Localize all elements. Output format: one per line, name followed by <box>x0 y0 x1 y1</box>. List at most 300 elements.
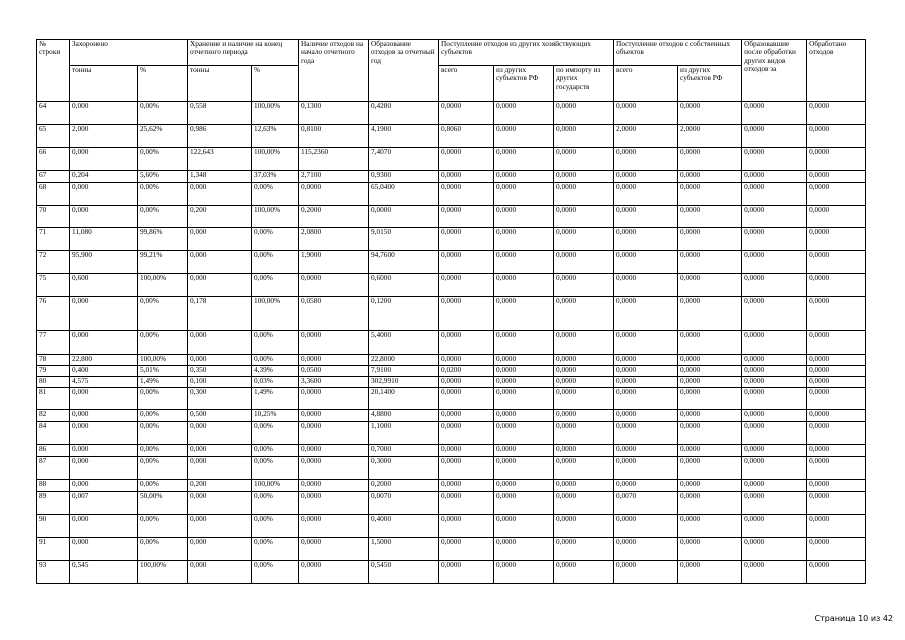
table-cell: 0,0000 <box>494 297 554 331</box>
table-cell: 94,7600 <box>369 251 439 274</box>
subheader-received-import: по импорту из других государств <box>554 66 614 102</box>
table-cell: 0,0000 <box>299 330 369 354</box>
row-number-cell: 84 <box>37 422 70 445</box>
table-cell: 0,0000 <box>742 228 807 251</box>
table-cell: 0,000 <box>70 330 138 354</box>
table-cell: 0,0000 <box>299 274 369 297</box>
table-cell: 0,0000 <box>554 410 614 422</box>
table-cell: 0,0000 <box>678 387 742 410</box>
table-cell: 0,0000 <box>439 387 494 410</box>
table-cell: 0,0000 <box>494 515 554 538</box>
table-cell: 0,0000 <box>439 297 494 331</box>
table-cell: 0,0000 <box>554 445 614 457</box>
table-cell: 0,0000 <box>742 537 807 560</box>
table-cell: 0,0000 <box>678 537 742 560</box>
table-cell: 0,0000 <box>678 492 742 515</box>
table-cell: 0,000 <box>70 182 138 205</box>
header-received-own: Поступление отходов с собственных объектов <box>614 40 742 66</box>
table-cell: 0,03% <box>252 376 299 387</box>
table-cell: 0,400 <box>70 365 138 376</box>
table-cell: 0,00% <box>252 537 299 560</box>
table-cell: 0,178 <box>188 297 252 331</box>
table-cell: 0,0000 <box>494 124 554 147</box>
table-cell: 0,0000 <box>299 410 369 422</box>
table-cell: 0,300 <box>188 387 252 410</box>
table-cell: 0,0000 <box>439 102 494 125</box>
table-cell: 0,000 <box>70 422 138 445</box>
table-row <box>37 274 866 297</box>
table-cell: 0,0000 <box>678 354 742 365</box>
header-buried: Захоронено <box>70 40 188 66</box>
table-cell: 0,4280 <box>369 102 439 125</box>
table-cell: 0,0000 <box>494 182 554 205</box>
table-cell: 0,0000 <box>614 228 678 251</box>
table-cell: 0,0000 <box>807 228 866 251</box>
table-cell: 0,0000 <box>494 492 554 515</box>
table-cell: 0,500 <box>188 410 252 422</box>
table-cell: 100,00% <box>252 205 299 228</box>
table-cell: 0,0000 <box>614 274 678 297</box>
table-cell: 0,0000 <box>554 124 614 147</box>
table-cell: 0,0000 <box>494 170 554 182</box>
table-row <box>37 410 866 422</box>
table-cell: 0,0000 <box>494 445 554 457</box>
table-cell: 0,0000 <box>494 274 554 297</box>
table-cell: 0,0000 <box>678 102 742 125</box>
table-cell: 0,00% <box>138 410 188 422</box>
table-cell: 99,86% <box>138 228 188 251</box>
table-cell: 0,0000 <box>439 170 494 182</box>
table-cell: 0,000 <box>70 537 138 560</box>
table-cell: 4,8800 <box>369 410 439 422</box>
table-row <box>37 537 866 560</box>
table-cell: 0,0000 <box>554 480 614 492</box>
table-cell: 0,007 <box>70 492 138 515</box>
table-cell: 0,0000 <box>299 515 369 538</box>
table-cell: 0,0000 <box>554 297 614 331</box>
table-cell: 0,00% <box>138 422 188 445</box>
table-cell: 0,0000 <box>554 457 614 480</box>
table-cell: 4,1900 <box>369 124 439 147</box>
table-cell: 0,000 <box>70 515 138 538</box>
row-number-cell: 81 <box>37 387 70 410</box>
table-cell: 0,0000 <box>614 560 678 583</box>
table-cell: 50,00% <box>138 492 188 515</box>
row-number-cell: 65 <box>37 124 70 147</box>
table-cell: 0,0000 <box>807 480 866 492</box>
row-number-cell: 71 <box>37 228 70 251</box>
table-cell: 1,9000 <box>299 251 369 274</box>
table-cell: 0,0000 <box>678 365 742 376</box>
row-number-cell: 79 <box>37 365 70 376</box>
table-cell: 100,00% <box>138 354 188 365</box>
table-cell: 0,0000 <box>742 376 807 387</box>
table-cell: 0,00% <box>252 182 299 205</box>
table-cell: 0,0000 <box>807 205 866 228</box>
subheader-buried-percent: % <box>138 66 188 102</box>
table-cell: 0,0000 <box>807 251 866 274</box>
table-row <box>37 457 866 480</box>
table-row <box>37 422 866 445</box>
table-cell: 122,643 <box>188 147 252 170</box>
row-number-cell: 67 <box>37 170 70 182</box>
table-cell: 0,000 <box>188 445 252 457</box>
table-cell: 0,0000 <box>614 410 678 422</box>
row-number-cell: 76 <box>37 297 70 331</box>
table-cell: 0,000 <box>70 297 138 331</box>
table-cell: 0,0000 <box>554 560 614 583</box>
table-cell: 0,000 <box>188 422 252 445</box>
table-cell: 0,00% <box>138 445 188 457</box>
table-cell: 0,00% <box>252 330 299 354</box>
row-number-cell: 88 <box>37 480 70 492</box>
table-cell: 0,0000 <box>299 387 369 410</box>
table-cell: 0,0000 <box>678 457 742 480</box>
row-number-cell: 86 <box>37 445 70 457</box>
table-cell: 0,00% <box>252 445 299 457</box>
row-number-cell: 87 <box>37 457 70 480</box>
table-cell: 0,00% <box>252 274 299 297</box>
table-cell: 0,00% <box>252 515 299 538</box>
table-cell: 0,0000 <box>439 354 494 365</box>
table-cell: 0,000 <box>188 537 252 560</box>
table-cell: 0,0000 <box>439 274 494 297</box>
table-cell: 0,0000 <box>678 480 742 492</box>
table-cell: 0,0000 <box>807 354 866 365</box>
table-cell: 2,0000 <box>614 124 678 147</box>
table-cell: 4,39% <box>252 365 299 376</box>
table-cell: 0,0000 <box>614 387 678 410</box>
subheader-own-from-rf: из других субъектов РФ <box>678 66 742 102</box>
table-cell: 0,0000 <box>439 376 494 387</box>
table-cell: 0,0000 <box>439 422 494 445</box>
table-cell: 0,00% <box>252 228 299 251</box>
table-cell: 0,0000 <box>494 410 554 422</box>
table-cell: 0,0000 <box>742 480 807 492</box>
table-cell: 99,21% <box>138 251 188 274</box>
table-cell: 0,0000 <box>742 274 807 297</box>
table-cell: 0,0000 <box>614 251 678 274</box>
table-body <box>37 102 866 584</box>
table-cell: 0,0000 <box>494 354 554 365</box>
table-cell: 302,9910 <box>369 376 439 387</box>
table-cell: 0,0000 <box>494 480 554 492</box>
table-row <box>37 445 866 457</box>
table-cell: 0,00% <box>138 330 188 354</box>
table-cell: 0,0000 <box>614 537 678 560</box>
table-cell: 0,0000 <box>614 365 678 376</box>
table-cell: 0,558 <box>188 102 252 125</box>
table-cell: 0,0000 <box>439 182 494 205</box>
table-cell: 0,0000 <box>807 445 866 457</box>
table-cell: 0,0000 <box>807 560 866 583</box>
table-cell: 0,0000 <box>299 457 369 480</box>
table-cell: 0,0000 <box>742 365 807 376</box>
table-cell: 0,0000 <box>742 124 807 147</box>
table-cell: 0,0000 <box>742 182 807 205</box>
table-cell: 0,00% <box>138 457 188 480</box>
table-cell: 0,000 <box>70 480 138 492</box>
table-cell: 0,0000 <box>807 297 866 331</box>
table-cell: 0,0000 <box>439 480 494 492</box>
table-cell: 0,0000 <box>807 457 866 480</box>
table-cell: 0,0000 <box>807 422 866 445</box>
table-cell: 0,0000 <box>807 274 866 297</box>
table-cell: 100,00% <box>138 560 188 583</box>
table-row <box>37 365 866 376</box>
table-cell: 1,49% <box>138 376 188 387</box>
table-cell: 0,0000 <box>807 492 866 515</box>
table-row <box>37 170 866 182</box>
table-cell: 0,0000 <box>494 376 554 387</box>
table-cell: 0,0000 <box>678 330 742 354</box>
table-row <box>37 147 866 170</box>
table-cell: 0,1300 <box>299 102 369 125</box>
table-cell: 0,0000 <box>494 147 554 170</box>
table-cell: 1,49% <box>252 387 299 410</box>
table-cell: 0,0000 <box>614 297 678 331</box>
table-row <box>37 354 866 365</box>
subheader-received-total: всего <box>439 66 494 102</box>
table-cell: 0,0000 <box>369 205 439 228</box>
table-cell: 0,100 <box>188 376 252 387</box>
table-cell: 100,00% <box>252 297 299 331</box>
table-cell: 0,0000 <box>554 170 614 182</box>
header-processed: Обработано отходов <box>807 40 866 102</box>
table-cell: 0,0000 <box>742 387 807 410</box>
table-cell: 0,0000 <box>299 560 369 583</box>
table-cell: 0,000 <box>70 147 138 170</box>
table-cell: 0,200 <box>188 480 252 492</box>
table-cell: 0,0000 <box>614 480 678 492</box>
table-cell: 0,000 <box>70 102 138 125</box>
table-cell: 0,0000 <box>439 492 494 515</box>
table-cell: 0,9300 <box>369 170 439 182</box>
table-cell: 0,600 <box>70 274 138 297</box>
table-cell: 2,000 <box>70 124 138 147</box>
row-number-cell: 75 <box>37 274 70 297</box>
row-number-cell: 70 <box>37 205 70 228</box>
table-cell: 7,9100 <box>369 365 439 376</box>
table-cell: 100,00% <box>138 274 188 297</box>
table-cell: 0,0000 <box>554 422 614 445</box>
table-cell: 0,0000 <box>439 228 494 251</box>
table-cell: 0,00% <box>252 422 299 445</box>
table-cell: 0,0000 <box>614 515 678 538</box>
table-cell: 65,0400 <box>369 182 439 205</box>
header-storage: Хранение и наличие на конец отчетного периода <box>188 40 299 66</box>
table-cell: 0,0000 <box>614 182 678 205</box>
table-cell: 0,0000 <box>614 330 678 354</box>
table-cell: 0,3000 <box>369 457 439 480</box>
table-cell: 7,4070 <box>369 147 439 170</box>
table-cell: 0,0000 <box>554 182 614 205</box>
table-cell: 0,0000 <box>742 492 807 515</box>
table-cell: 0,5450 <box>369 560 439 583</box>
table-cell: 0,0000 <box>554 492 614 515</box>
table-cell: 0,0000 <box>678 274 742 297</box>
table-row <box>37 480 866 492</box>
table-cell: 0,00% <box>138 297 188 331</box>
table-cell: 0,0000 <box>678 251 742 274</box>
table-row <box>37 330 866 354</box>
table-cell: 0,0000 <box>299 537 369 560</box>
table-cell: 0,000 <box>70 445 138 457</box>
table-cell: 0,0000 <box>439 251 494 274</box>
table-cell: 0,000 <box>188 228 252 251</box>
table-cell: 5,01% <box>138 365 188 376</box>
table-cell: 0,0000 <box>494 330 554 354</box>
table-cell: 0,0000 <box>742 515 807 538</box>
table-cell: 0,0000 <box>807 102 866 125</box>
table-cell: 0,000 <box>70 410 138 422</box>
table-cell: 0,0000 <box>614 445 678 457</box>
table-cell: 0,0000 <box>494 205 554 228</box>
table-cell: 0,00% <box>138 515 188 538</box>
table-cell: 0,0000 <box>678 560 742 583</box>
table-cell: 0,0000 <box>554 205 614 228</box>
table-cell: 0,0500 <box>299 365 369 376</box>
table-row <box>37 124 866 147</box>
waste-report-table <box>36 39 866 584</box>
table-cell: 95,900 <box>70 251 138 274</box>
table-cell: 0,0000 <box>807 515 866 538</box>
table-cell: 5,4000 <box>369 330 439 354</box>
table-cell: 0,000 <box>188 457 252 480</box>
table-cell: 0,0000 <box>678 410 742 422</box>
table-cell: 5,60% <box>138 170 188 182</box>
table-cell: 0,0000 <box>494 365 554 376</box>
header-available-start: Наличие отходов на начало отчетного года <box>299 40 369 102</box>
table-cell: 0,0000 <box>742 170 807 182</box>
table-cell: 0,0000 <box>439 205 494 228</box>
table-cell: 0,0000 <box>494 251 554 274</box>
table-cell: 0,00% <box>252 354 299 365</box>
table-cell: 0,0000 <box>614 205 678 228</box>
table-cell: 0,0000 <box>614 422 678 445</box>
table-cell: 0,0000 <box>554 376 614 387</box>
table-cell: 0,0000 <box>299 422 369 445</box>
table-cell: 0,000 <box>188 182 252 205</box>
header-generated: Образование отходов за отчетный год <box>369 40 439 102</box>
table-cell: 0,2000 <box>299 205 369 228</box>
table-row <box>37 515 866 538</box>
table-cell: 0,0000 <box>494 422 554 445</box>
table-cell: 0,000 <box>188 515 252 538</box>
table-cell: 0,0000 <box>678 205 742 228</box>
header-formed-after-processing: Образовавшие после обработки других видов отходов за <box>742 40 807 102</box>
table-cell: 0,0000 <box>494 560 554 583</box>
table-cell: 0,8100 <box>299 124 369 147</box>
table-cell: 0,0000 <box>439 410 494 422</box>
table-cell: 0,0000 <box>742 445 807 457</box>
table-cell: 1,5000 <box>369 537 439 560</box>
table-cell: 0,0000 <box>742 330 807 354</box>
table-cell: 0,000 <box>188 560 252 583</box>
row-number-cell: 68 <box>37 182 70 205</box>
table-cell: 0,986 <box>188 124 252 147</box>
table-cell: 0,0000 <box>554 251 614 274</box>
row-number-cell: 89 <box>37 492 70 515</box>
table-cell: 0,00% <box>138 537 188 560</box>
table-cell: 0,0000 <box>614 170 678 182</box>
table-cell: 0,1200 <box>369 297 439 331</box>
table-row <box>37 560 866 583</box>
row-number-cell: 64 <box>37 102 70 125</box>
table-cell: 0,0000 <box>678 445 742 457</box>
table-cell: 0,0000 <box>554 274 614 297</box>
table-cell: 0,0000 <box>742 251 807 274</box>
table-cell: 37,03% <box>252 170 299 182</box>
table-cell: 0,0000 <box>494 387 554 410</box>
row-number-cell: 78 <box>37 354 70 365</box>
header-row-number: № строки <box>37 40 70 102</box>
table-cell: 0,00% <box>138 387 188 410</box>
table-cell: 0,0000 <box>614 102 678 125</box>
table-cell: 0,4000 <box>369 515 439 538</box>
row-number-cell: 90 <box>37 515 70 538</box>
table-cell: 0,0000 <box>299 492 369 515</box>
table-cell: 9,0150 <box>369 228 439 251</box>
table-cell: 0,0000 <box>742 102 807 125</box>
table-cell: 0,000 <box>188 251 252 274</box>
table-cell: 10,25% <box>252 410 299 422</box>
table-cell: 0,204 <box>70 170 138 182</box>
table-cell: 0,8060 <box>439 124 494 147</box>
table-cell: 100,00% <box>252 102 299 125</box>
table-cell: 22,800 <box>70 354 138 365</box>
table-cell: 22,8000 <box>369 354 439 365</box>
table-row <box>37 182 866 205</box>
row-number-cell: 72 <box>37 251 70 274</box>
table-cell: 0,0000 <box>299 480 369 492</box>
table-cell: 0,0200 <box>439 365 494 376</box>
row-number-cell: 91 <box>37 537 70 560</box>
table-cell: 0,0000 <box>614 147 678 170</box>
table-cell: 0,0070 <box>369 492 439 515</box>
header-received-business: Поступление отходов из других хозяйствующих субъектов <box>439 40 614 66</box>
table-cell: 0,0000 <box>807 365 866 376</box>
table-cell: 0,0000 <box>678 170 742 182</box>
table-cell: 0,7000 <box>369 445 439 457</box>
table-cell: 0,0000 <box>807 410 866 422</box>
table-cell: 0,0000 <box>678 376 742 387</box>
table-cell: 0,0000 <box>742 422 807 445</box>
table-cell: 0,0000 <box>494 228 554 251</box>
table-cell: 0,00% <box>252 251 299 274</box>
table-cell: 0,00% <box>138 147 188 170</box>
table-cell: 11,080 <box>70 228 138 251</box>
table-cell: 0,0000 <box>807 124 866 147</box>
table-cell: 2,0000 <box>678 124 742 147</box>
table-row <box>37 102 866 125</box>
table-row <box>37 251 866 274</box>
table-row <box>37 492 866 515</box>
subheader-own-total: всего <box>614 66 678 102</box>
table-cell: 0,0000 <box>554 354 614 365</box>
table-cell: 0,0000 <box>494 102 554 125</box>
table-cell: 0,0000 <box>807 170 866 182</box>
table-cell: 100,00% <box>252 480 299 492</box>
table-cell: 0,200 <box>188 205 252 228</box>
table-cell: 0,0000 <box>554 387 614 410</box>
table-cell: 0,0000 <box>742 297 807 331</box>
table-cell: 0,0000 <box>494 457 554 480</box>
table-row <box>37 376 866 387</box>
table-row <box>37 228 866 251</box>
table-cell: 0,0000 <box>742 560 807 583</box>
table-cell: 0,0000 <box>742 457 807 480</box>
